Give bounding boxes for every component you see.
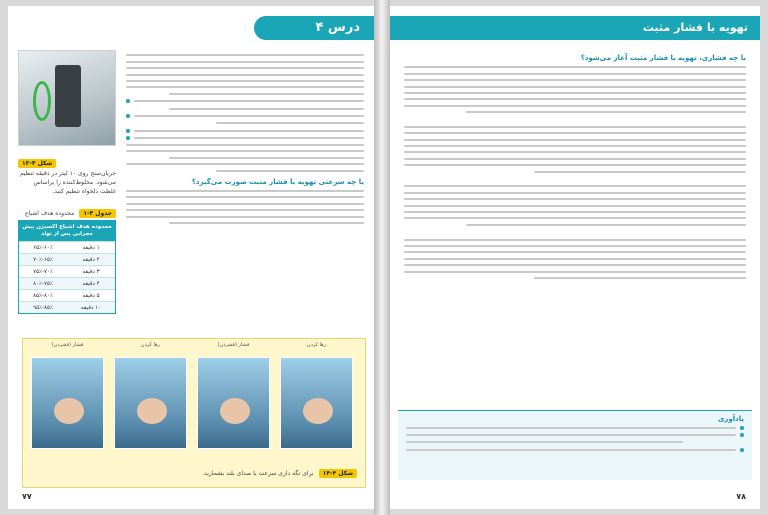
strip-label: فشار (فشردن) (51, 342, 84, 348)
table-row: ۱ دقیقه ۶۰٪-۶۵٪ (19, 241, 115, 253)
strip-caption-text: برای نگه داری سرعت با صدای بلند بشمارید. (202, 470, 314, 477)
table-caption-tag: جدول ۴-۱ (79, 209, 116, 218)
left-page-number: ۷۷ (22, 492, 32, 501)
heading-1: با چه فشاری، تهویه با فشار مثبت آغاز می‌شود؟ (580, 54, 746, 62)
left-body-text (126, 50, 364, 228)
strip-photo (280, 357, 353, 449)
table-row: ۵ دقیقه ۸۰٪-۸۵٪ (19, 289, 115, 301)
table-row: ۱۰ دقیقه ۸۵٪-۹۵٪ (19, 301, 115, 313)
table-caption-text: محدوده هدف اشباع (25, 210, 75, 217)
table-row: ۲ دقیقه ۶۵٪-۷۰٪ (19, 253, 115, 265)
oxygen-target-table (18, 220, 116, 314)
figure-top-caption (18, 150, 116, 196)
section-heading: با چه سرعتی تهویه با فشار مثبت صورت می‌گیرد؟ (191, 177, 364, 186)
strip-label: رها کردن (140, 342, 161, 348)
flowmeter-device (55, 65, 81, 127)
table-row: ۳ دقیقه ۷۰٪-۷۵٪ (19, 265, 115, 277)
table-header: محدوده هدف اشباع اکسیژن پیش مجرایی پس از تولد (19, 221, 115, 241)
strip-caption-tag: شکل ۴-۱۴ (319, 469, 357, 478)
book-spine (374, 0, 390, 515)
strip-label: رها کردن (306, 342, 327, 348)
figure-top-caption-text: جریان‌سنج روی ۱۰ لیتر در دقیقه تنظیم می‌شود. مخلوط‌کننده را براساس غلظت دلخواه تنظیم کنید. (19, 170, 116, 195)
strip-photo (31, 357, 104, 449)
strip-label: فشار (فشردن) (217, 342, 250, 348)
title-banner: تهویه با فشار مثبت (390, 16, 760, 40)
table-row: ۴ دقیقه ۷۵٪-۸۰٪ (19, 277, 115, 289)
left-page (8, 6, 374, 509)
right-page (390, 6, 760, 509)
right-body-text (404, 48, 746, 283)
strip-photo (114, 357, 187, 449)
review-title: یادآوری (717, 415, 744, 423)
oxygen-tube (33, 81, 51, 121)
lesson-banner: درس ۴ (254, 16, 374, 40)
review-box (398, 410, 752, 480)
flowmeter-photo (18, 50, 116, 146)
strip-caption (202, 460, 357, 479)
right-page-number: ۷۸ (736, 492, 746, 501)
figure-top-caption-tag: شکل ۴-۱۳ (18, 159, 56, 168)
strip-photo (197, 357, 270, 449)
ventilation-photo-strip (22, 338, 366, 488)
